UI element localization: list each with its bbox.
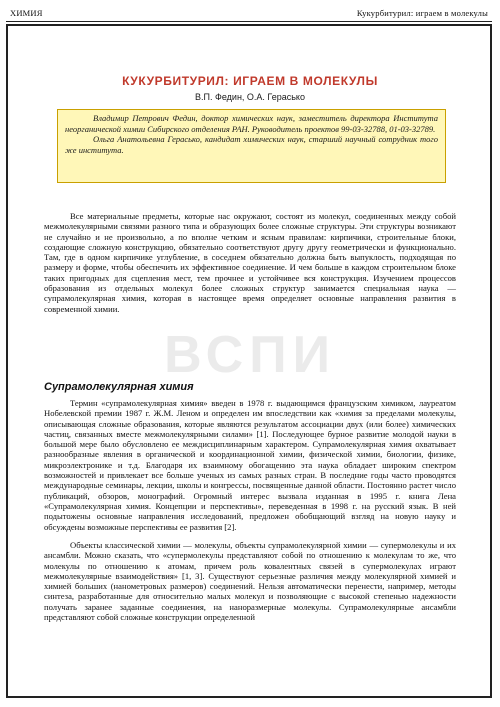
intro-paragraph: Все материальные предметы, которые нас окружают, состоят из молекул, соединенных между собой межмолекулярными связями разного типа и образующих более сложные структуры. Эти структуры возникают не случайно и не произвольно, а по вполне четким и ясным правилам: кирпичики, строительные блоки, создающие сложную конструкцию, обязательно соответствуют другу другу геометрически и функционально. Там, где в одном кирпичике углубление, в соседнем обязательно должна быть выпуклость, подходящая по размеру и форме, чтобы обеспечить их эффективное соединение. И чем больше в каждом строительном блоке таких пригодных для сцепления мест, тем прочнее и устойчивее вся конструкция. Изучением процессов образования из отдельных молекул более сложных структур занимается специальная наука — супрамолекулярная химия, которая в настоящее время определяет основные направления развития в современной химии. [44, 211, 456, 314]
section-paragraph-block-2 [44, 540, 456, 622]
header-divider [6, 21, 492, 22]
section-heading: Супрамолекулярная химия [44, 381, 194, 393]
article-authors: В.П. Федин, О.А. Герасько [195, 92, 305, 102]
section-paragraph-block-1 [44, 398, 456, 532]
author-bio-box [57, 109, 446, 183]
intro-paragraph-block [44, 211, 456, 314]
watermark-logo: ВСПИ [164, 326, 336, 384]
author-bio-1: Владимир Петрович Федин, доктор химических наук, заместитель директора Института неорганической химии Сибирского отделения РАН. Руководитель проектов 99-03-32788, 01-03-32789. [65, 113, 438, 134]
journal-section-label: ХИМИЯ [10, 8, 43, 18]
author-bio-2: Ольга Анатольевна Герасько, кандидат химических наук, старший научный сотрудник того же института. [65, 134, 438, 155]
article-title: КУКУРБИТУРИЛ: ИГРАЕМ В МОЛЕКУЛЫ [122, 74, 378, 88]
running-title: Кукурбитурил: играем в молекулы [356, 8, 488, 18]
running-header [6, 6, 492, 20]
section-paragraph-2: Объекты классической химии — молекулы, объекты супрамолекулярной химии — супермолекулы и их ансамбли. Можно сказать, что «супермолекулы представляют собой по отношению к молекулам то же, что молекулы по отношению к атомам, причем роль ковалентных связей в супермолекулах играют межмолекулярные взаимодействия» [1, 3]. Существуют серьезные различия между молекулярной химией и химией больших (нанометровых размеров) соединений. Нельзя автоматически перенести, например, методы синтеза, разработанные для относительно малых молекул и позволяющие с высокой степенью надежности получать заранее заданные соединения, на наноразмерные молекулы. Супрамолекулярные ансамбли представляют собой сложные конструкции определенной [44, 540, 456, 623]
section-paragraph-1: Термин «супрамолекулярная химия» введен в 1978 г. выдающимся французским химиком, лауреатом Нобелевской премии 1987 г. Ж.М. Леном и определен им впоследствии как «химия за пределами молекулы, описывающая сложные образования, которые являются результатом ассоциации двух (или более) химических частиц, связанных вместе межмолекулярными силами» [1]. Последующее бурное развитие молодой науки в большой мере было обусловлено ее междисциплинарным характером. Супрамолекулярная химия охватывает разнообразные явления в органической и координационной химии, физической химии, биологии, физике, микроэлектронике и т.д. Благодаря их взаимному обогащению эта наука обладает широким спектром возможностей и привлекает все больше ученых из самых разных стран. В последние годы часто проводятся международные семинары, лекции, школы и конгрессы, посвященные данной области. Постоянно растет число публикаций, обзоров, монографий. Огромный интерес вызвала изданная в 1995 г. книга Лена «Супрамолекулярная химия. Концепции и перспективы», переведенная в 1998 г. на русский язык. В ней подытожены основные направления исследований, предложен обобщающий взгляд на новую науку и обсуждены возможные перспективы ее развития [2]. [44, 398, 456, 532]
